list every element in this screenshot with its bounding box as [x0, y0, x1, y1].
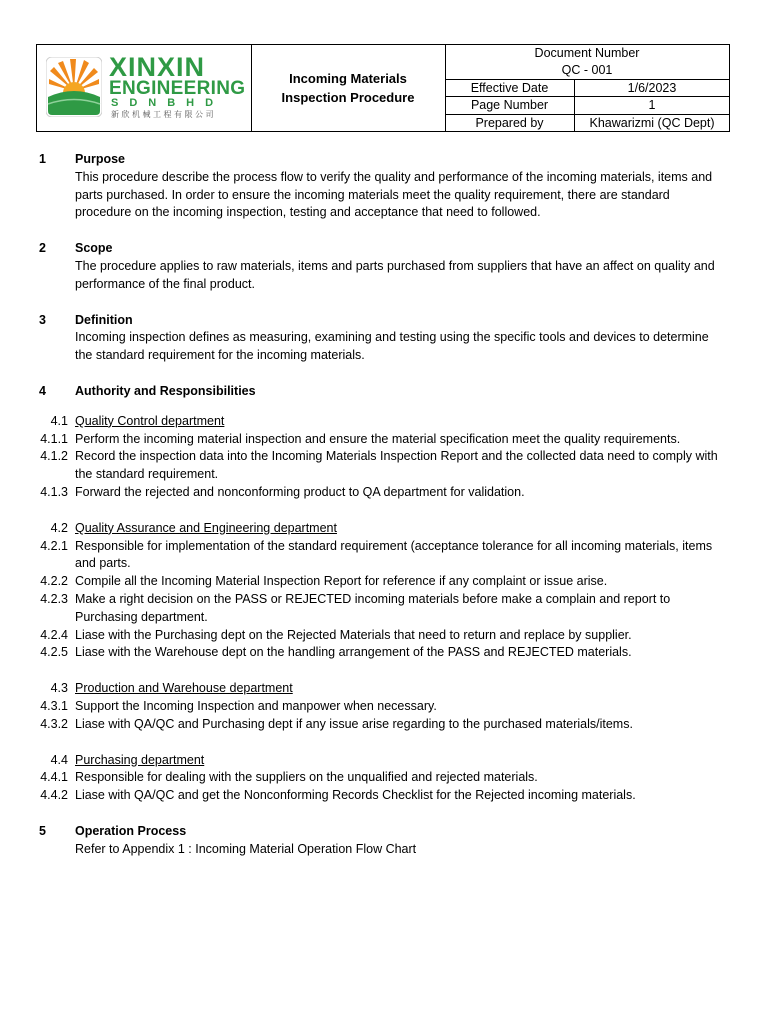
subsection-title: Purchasing department: [75, 752, 205, 767]
section-number: 4: [39, 383, 46, 398]
brand-chinese-name: 新欣机械工程有限公司: [111, 110, 216, 119]
item-text: Liase with QA/QC and get the Nonconforming Records Checklist for the Rejected incoming materials.: [75, 788, 636, 803]
list-item: [0, 448, 768, 484]
subsection-heading: [0, 413, 768, 431]
item-text: Responsible for implementation of the standard requirement (acceptance tolerance for all incoming materials, items and parts.: [75, 538, 713, 571]
subsection-number: 4.4: [50, 752, 68, 767]
section-number: 1: [39, 152, 46, 166]
meta-row-prepared-by: [445, 115, 729, 132]
item-text: Forward the rejected and nonconforming product to QA department for validation.: [75, 484, 525, 499]
meta-label: Page Number: [445, 97, 575, 113]
meta-label: Prepared by: [445, 115, 575, 132]
item-number: 4.2.5: [40, 645, 68, 660]
item-text: Make a right decision on the PASS or REJECTED incoming materials before make a complain and report to Purchasing department.: [75, 591, 671, 624]
subsection-heading: [0, 752, 768, 770]
item-number: 4.2.3: [40, 591, 68, 606]
item-number: 4.3.2: [40, 716, 68, 731]
item-text: Liase with the Warehouse dept on the handling arrangement of the PASS and REJECTED materials.: [75, 645, 632, 660]
section-number: 3: [39, 312, 46, 327]
item-number: 4.2.4: [40, 627, 68, 642]
section-number: 2: [39, 241, 46, 256]
list-item: [0, 484, 768, 502]
doc-number-label: Document Number: [534, 46, 640, 60]
document-header-table: [36, 44, 730, 132]
meta-label: Effective Date: [445, 80, 575, 96]
meta-value: 1/6/2023: [627, 81, 677, 95]
item-number: 4.2.1: [40, 538, 68, 553]
item-number: 4.2.2: [40, 574, 68, 589]
subsection-heading: [0, 520, 768, 538]
meta-row-page-number: [445, 97, 729, 114]
doc-number-value: QC - 001: [561, 63, 613, 77]
section-purpose: [0, 151, 768, 222]
list-item: [0, 698, 768, 716]
list-item: [0, 627, 768, 645]
document-body: [0, 151, 768, 877]
item-text: Responsible for dealing with the suppliers on the unqualified and rejected materials.: [75, 770, 538, 785]
section-title: Operation Process: [75, 823, 187, 838]
list-item: [0, 644, 768, 662]
subsection-number: 4.3: [50, 681, 68, 696]
section-definition: [0, 312, 768, 365]
item-text: Record the inspection data into the Incoming Materials Inspection Report and the collected data need to comply with the standard requirement.: [75, 449, 718, 482]
section-title: Definition: [75, 312, 133, 327]
section-title: Purpose: [75, 152, 126, 166]
document-title-line2: Inspection Procedure: [281, 90, 415, 105]
subsection-number: 4.2: [50, 520, 68, 535]
brand-name-line1: XINXIN: [109, 52, 206, 82]
section-text: Incoming inspection defines as measuring, examining and testing using the specific tools and devices to determine the standard requirement for the incoming materials.: [75, 330, 709, 363]
item-number: 4.1.1: [40, 431, 68, 446]
company-logo: [37, 45, 252, 131]
document-title-line1: Incoming Materials: [289, 71, 407, 86]
item-number: 4.3.1: [40, 698, 68, 713]
subsection-heading: [0, 680, 768, 698]
list-item: [0, 431, 768, 449]
section-title: Authority and Responsibilities: [75, 383, 256, 398]
meta-value: 1: [648, 98, 656, 113]
section-scope: [0, 240, 768, 293]
meta-row-effective-date: [445, 80, 729, 97]
brand-name-line3: SDNBHD: [111, 97, 225, 109]
section-text: Refer to Appendix 1 : Incoming Material Operation Flow Chart: [75, 841, 417, 856]
sunrise-logo-icon: [46, 57, 102, 117]
subsection-purchasing: [0, 752, 768, 805]
list-item: [0, 538, 768, 574]
list-item: [0, 716, 768, 734]
item-number: 4.1.3: [40, 484, 68, 499]
subsection-production-warehouse: [0, 680, 768, 733]
list-item: [0, 573, 768, 591]
item-number: 4.4.1: [40, 770, 68, 785]
subsection-title: Quality Control department: [75, 413, 225, 428]
item-text: Support the Incoming Inspection and manpower when necessary.: [75, 698, 437, 713]
section-operation-process: [0, 823, 768, 859]
list-item: [0, 787, 768, 805]
section-text: The procedure applies to raw materials, items and parts purchased from suppliers that have an affect on quality and performance of the final product.: [75, 258, 715, 291]
section-text: This procedure describe the process flow to verify the quality and performance of the incoming materials, items and parts purchased. In order to ensure the incoming materials meet the quality requirement, there are standard procedure on the incoming inspection, testing and acceptance that need to followed.: [75, 169, 713, 220]
document-meta: [445, 45, 729, 131]
subsection-quality-assurance: [0, 520, 768, 662]
subsection-title: Quality Assurance and Engineering department: [75, 520, 337, 535]
subsection-number: 4.1: [50, 413, 68, 428]
brand-name-line2: ENGINEERING: [109, 78, 246, 99]
section-number: 5: [39, 823, 46, 838]
item-text: Perform the incoming material inspection and ensure the material specification meet the quality requirements.: [75, 431, 681, 446]
item-number: 4.1.2: [40, 449, 68, 464]
item-text: Liase with the Purchasing dept on the Rejected Materials that need to return and replace by supplier.: [75, 627, 632, 642]
section-authority: [0, 383, 768, 805]
meta-value: Khawarizmi (QC Dept): [589, 115, 715, 130]
document-title: [251, 45, 446, 131]
subsection-quality-control: [0, 413, 768, 502]
item-text: Liase with QA/QC and Purchasing dept if any issue arise regarding to the purchased materials/items.: [75, 716, 633, 731]
item-text: Compile all the Incoming Material Inspection Report for reference if any complaint or issue arise.: [75, 574, 608, 589]
section-title: Scope: [75, 241, 113, 256]
list-item: [0, 769, 768, 787]
doc-number-cell: [445, 45, 729, 80]
list-item: [0, 591, 768, 627]
subsection-title: Production and Warehouse department: [75, 681, 293, 696]
item-number: 4.4.2: [40, 788, 68, 803]
